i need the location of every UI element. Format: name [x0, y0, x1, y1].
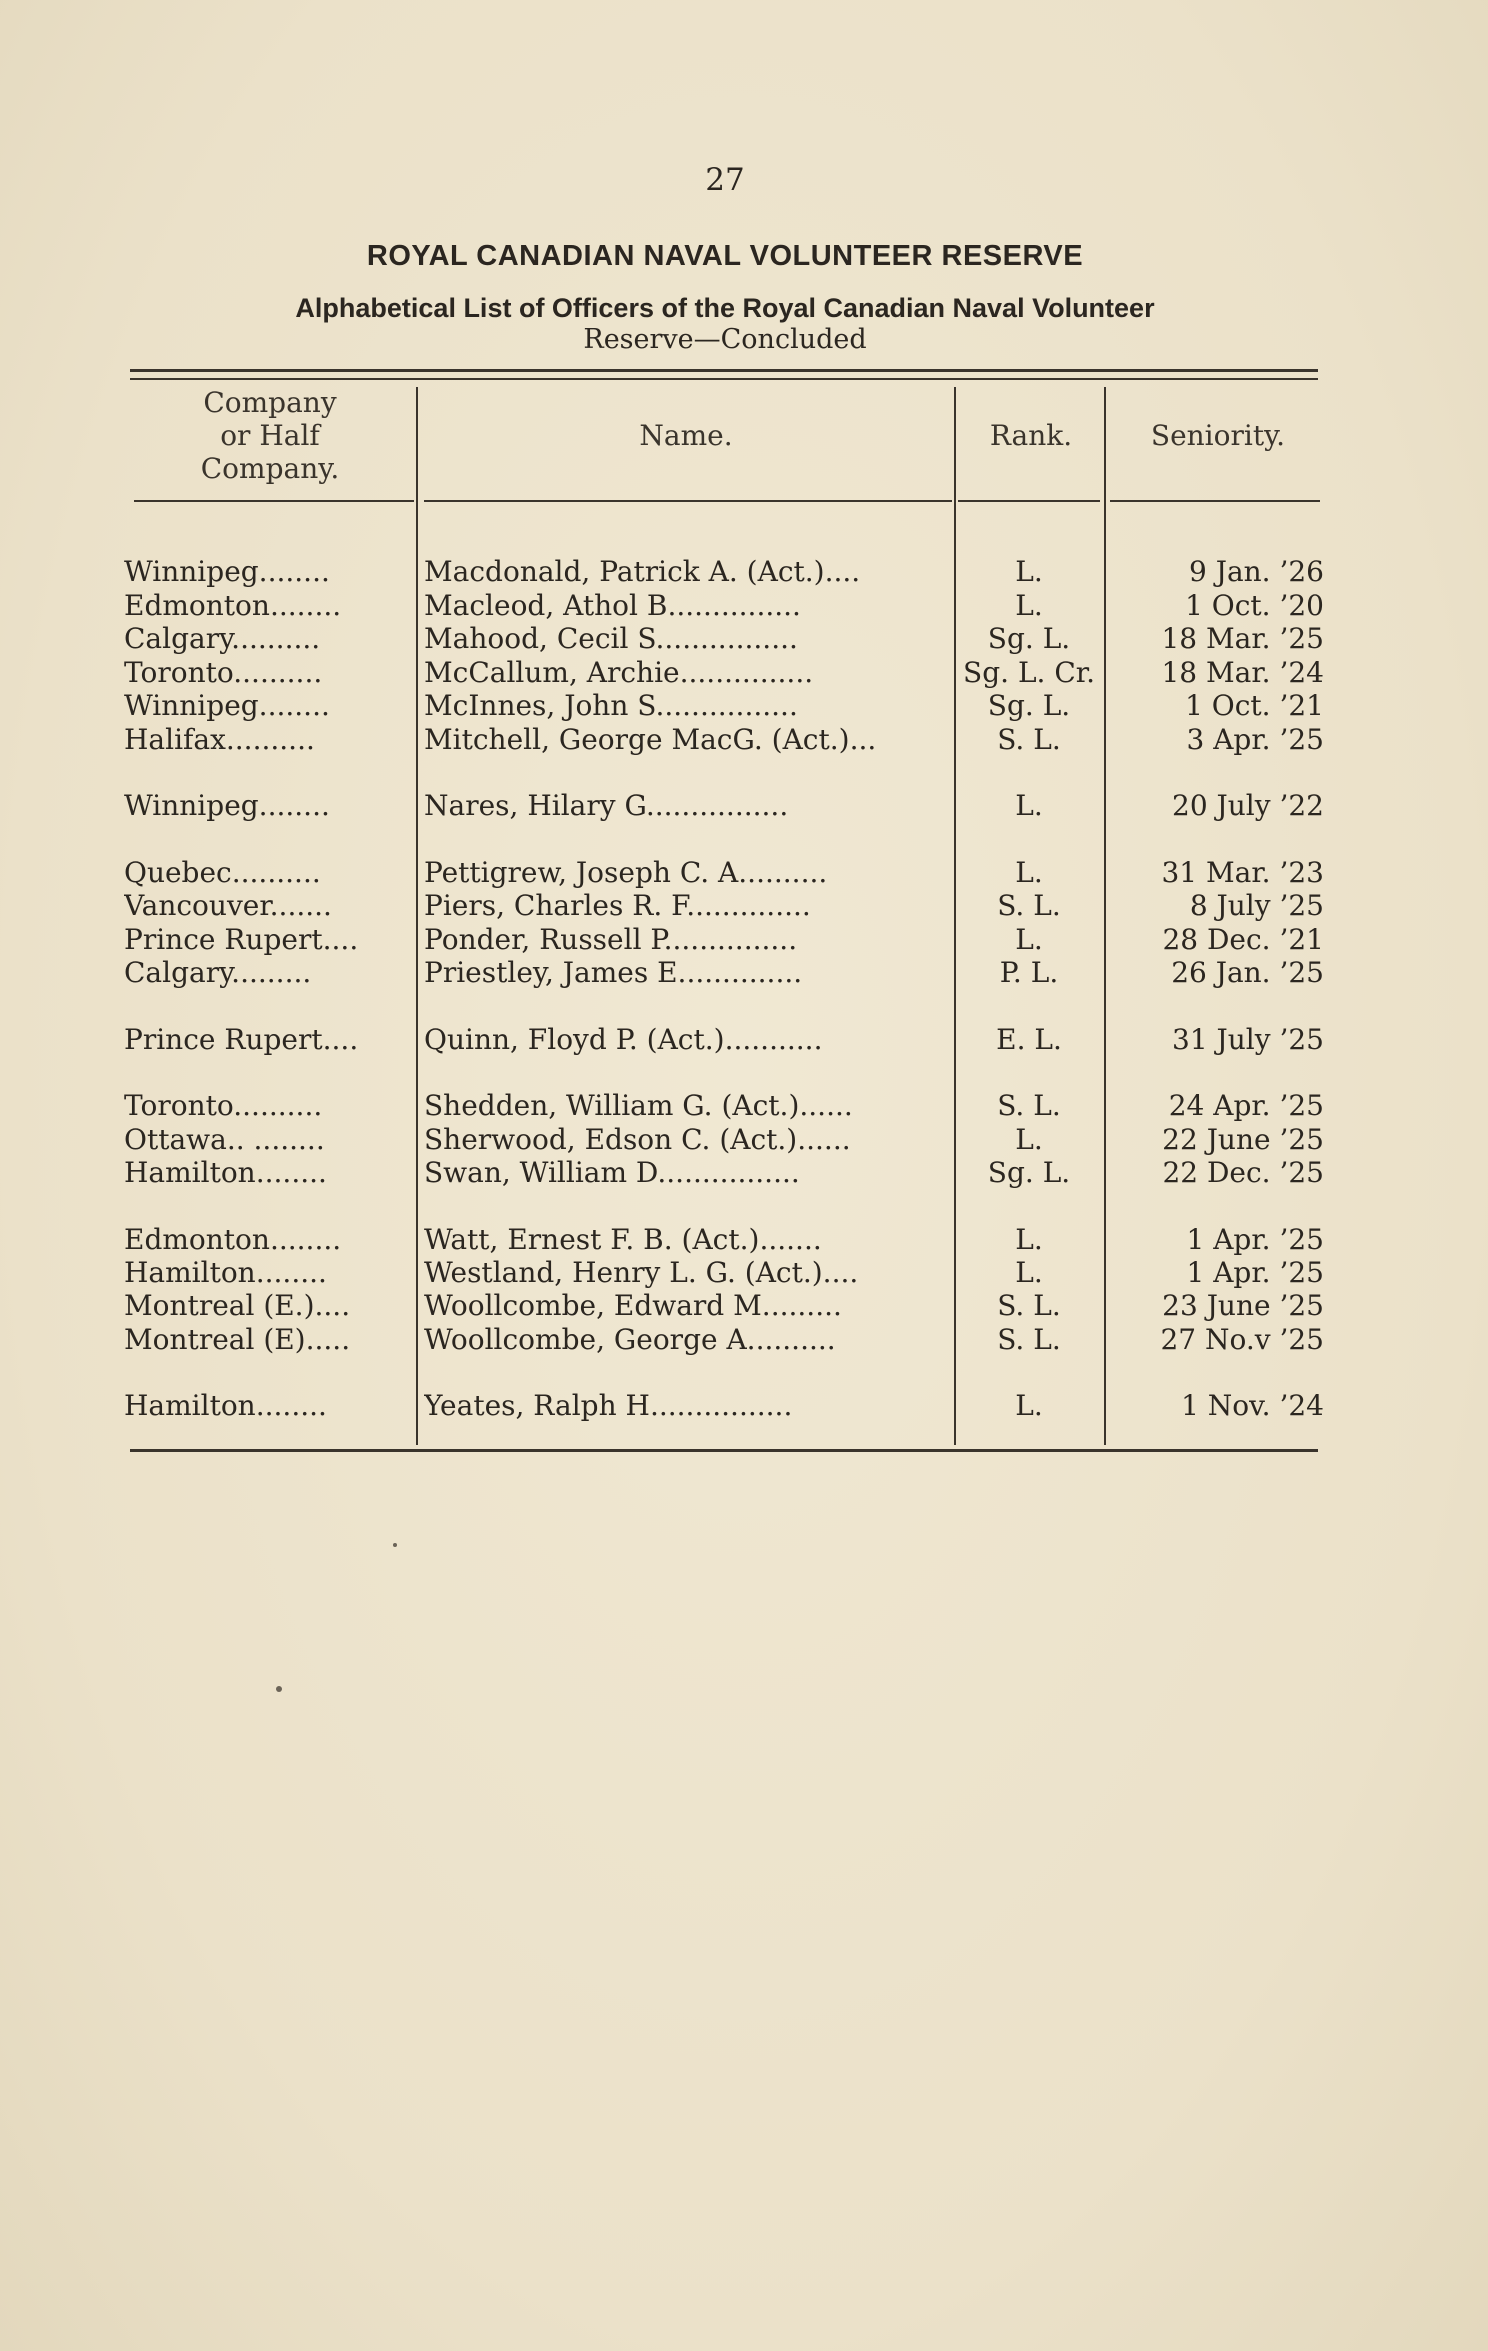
row-name: Swan, William D................ — [424, 1156, 800, 1189]
row-seniority: 24 Apr. ’25 — [1168, 1089, 1324, 1122]
row-name: Sherwood, Edson C. (Act.)...... — [424, 1123, 851, 1156]
row-rank: L. — [1015, 589, 1043, 622]
row-rank: S. L. — [997, 1323, 1061, 1356]
row-seniority: 1 Nov. ’24 — [1181, 1389, 1324, 1422]
header-underline-seniority — [1110, 500, 1320, 502]
row-name: Woollcombe, Edward M......... — [424, 1289, 842, 1322]
bottom-rule — [130, 1449, 1318, 1452]
top-rule — [130, 369, 1318, 372]
row-company: Winnipeg........ — [124, 555, 330, 588]
header-underline-rank — [958, 500, 1100, 502]
table-row — [0, 1223, 1488, 1257]
row-company: Edmonton........ — [124, 589, 342, 622]
table-row — [0, 1389, 1488, 1423]
row-company: Hamilton........ — [124, 1389, 327, 1422]
row-name: Macdonald, Patrick A. (Act.).... — [424, 555, 861, 588]
page-subtitle — [0, 292, 1450, 356]
row-seniority: 1 Oct. ’20 — [1185, 589, 1324, 622]
row-company: Calgary......... — [124, 956, 312, 989]
table-row — [0, 1123, 1488, 1157]
row-company: Quebec.......... — [124, 856, 321, 889]
header-underline-company — [134, 500, 414, 502]
row-company: Vancouver....... — [124, 889, 332, 922]
header-rank: Rank. — [989, 419, 1073, 452]
table-row — [0, 723, 1488, 757]
row-seniority: 18 Mar. ’25 — [1161, 622, 1324, 655]
row-name: McCallum, Archie............... — [424, 656, 814, 689]
row-rank: L. — [1015, 1256, 1043, 1289]
row-name: Yeates, Ralph H................ — [424, 1389, 793, 1422]
row-rank: S. L. — [997, 1089, 1061, 1122]
row-seniority: 23 June ’25 — [1162, 1289, 1324, 1322]
table-row — [0, 1089, 1488, 1123]
table-row — [0, 656, 1488, 690]
row-rank: L. — [1015, 1123, 1043, 1156]
row-rank: S. L. — [997, 723, 1061, 756]
row-rank: Sg. L. — [987, 689, 1071, 722]
table-row — [0, 889, 1488, 923]
row-rank: S. L. — [997, 889, 1061, 922]
row-company: Winnipeg........ — [124, 789, 330, 822]
subtitle-line-1: Alphabetical List of Officers of the Royal Canadian Naval Volunteer — [295, 293, 1155, 323]
row-company: Montreal (E)..... — [124, 1323, 351, 1356]
row-seniority: 28 Dec. ’21 — [1162, 923, 1324, 956]
table-row — [0, 1023, 1488, 1057]
row-rank: L. — [1015, 555, 1043, 588]
row-seniority: 22 Dec. ’25 — [1162, 1156, 1324, 1189]
table-row — [0, 1289, 1488, 1323]
row-company: Halifax.......... — [124, 723, 315, 756]
row-rank: P. L. — [999, 956, 1059, 989]
row-name: Shedden, William G. (Act.)...... — [424, 1089, 853, 1122]
row-name: Mahood, Cecil S................ — [424, 622, 798, 655]
row-company: Ottawa.. ........ — [124, 1123, 325, 1156]
table-row — [0, 789, 1488, 823]
table-row — [0, 1256, 1488, 1290]
row-company: Montreal (E.).... — [124, 1289, 351, 1322]
row-name: McInnes, John S................ — [424, 689, 798, 722]
row-name: Mitchell, George MacG. (Act.)... — [424, 723, 877, 756]
table-row — [0, 589, 1488, 623]
header-seniority: Seniority. — [1150, 419, 1286, 452]
row-rank: L. — [1015, 1223, 1043, 1256]
row-rank: L. — [1015, 856, 1043, 889]
page-title: ROYAL CANADIAN NAVAL VOLUNTEER RESERVE — [366, 240, 1084, 272]
row-name: Macleod, Athol B............... — [424, 589, 801, 622]
row-name: Quinn, Floyd P. (Act.)........... — [424, 1023, 823, 1056]
row-seniority: 20 July ’22 — [1172, 789, 1324, 822]
row-rank: L. — [1015, 923, 1043, 956]
row-seniority: 18 Mar. ’24 — [1161, 656, 1324, 689]
row-seniority: 31 July ’25 — [1172, 1023, 1324, 1056]
row-seniority: 3 Apr. ’25 — [1186, 723, 1324, 756]
header-company-line-1: Company — [203, 386, 337, 419]
table-row — [0, 1323, 1488, 1357]
row-company: Prince Rupert.... — [124, 923, 359, 956]
table-row — [0, 1156, 1488, 1190]
header-company — [150, 386, 390, 485]
row-seniority: 22 June ’25 — [1162, 1123, 1324, 1156]
row-rank: E. L. — [996, 1023, 1062, 1056]
table-row — [0, 856, 1488, 890]
row-rank: Sg. L. Cr. — [963, 656, 1095, 689]
row-company: Winnipeg........ — [124, 689, 330, 722]
row-name: Woollcombe, George A.......... — [424, 1323, 836, 1356]
row-seniority: 26 Jan. ’25 — [1171, 956, 1324, 989]
top-rule-thin — [130, 378, 1318, 380]
row-company: Hamilton........ — [124, 1156, 327, 1189]
table-row — [0, 956, 1488, 990]
row-company: Calgary.......... — [124, 622, 321, 655]
row-name: Priestley, James E.............. — [424, 956, 803, 989]
row-seniority: 1 Oct. ’21 — [1185, 689, 1324, 722]
row-seniority: 1 Apr. ’25 — [1186, 1223, 1324, 1256]
row-rank: L. — [1015, 789, 1043, 822]
row-name: Westland, Henry L. G. (Act.).... — [424, 1256, 859, 1289]
row-seniority: 9 Jan. ’26 — [1189, 555, 1324, 588]
table-row — [0, 555, 1488, 589]
paper-speck — [276, 1686, 282, 1692]
subtitle-line-2: Reserve—Concluded — [583, 324, 867, 355]
row-rank: Sg. L. — [987, 622, 1071, 655]
row-company: Hamilton........ — [124, 1256, 327, 1289]
row-company: Toronto.......... — [124, 656, 323, 689]
row-seniority: 1 Apr. ’25 — [1186, 1256, 1324, 1289]
row-name: Piers, Charles R. F.............. — [424, 889, 811, 922]
paper-speck — [393, 1543, 397, 1547]
table-row — [0, 689, 1488, 723]
row-company: Prince Rupert.... — [124, 1023, 359, 1056]
header-company-line-2: or Half — [220, 419, 320, 452]
row-company: Toronto.......... — [124, 1089, 323, 1122]
row-name: Pettigrew, Joseph C. A.......... — [424, 856, 828, 889]
table-row — [0, 622, 1488, 656]
row-seniority: 8 July ’25 — [1189, 889, 1324, 922]
row-seniority: 31 Mar. ’23 — [1161, 856, 1324, 889]
header-underline-name — [424, 500, 952, 502]
row-rank: L. — [1015, 1389, 1043, 1422]
table-row — [0, 923, 1488, 957]
row-name: Nares, Hilary G................ — [424, 789, 789, 822]
row-rank: S. L. — [997, 1289, 1061, 1322]
header-company-line-3: Company. — [200, 452, 340, 485]
row-company: Edmonton........ — [124, 1223, 342, 1256]
page-number: 27 — [705, 162, 745, 198]
header-name: Name. — [639, 419, 733, 452]
row-name: Watt, Ernest F. B. (Act.)....... — [424, 1223, 822, 1256]
row-seniority: 27 No.v ’25 — [1160, 1323, 1324, 1356]
row-name: Ponder, Russell P............... — [424, 923, 798, 956]
row-rank: Sg. L. — [987, 1156, 1071, 1189]
